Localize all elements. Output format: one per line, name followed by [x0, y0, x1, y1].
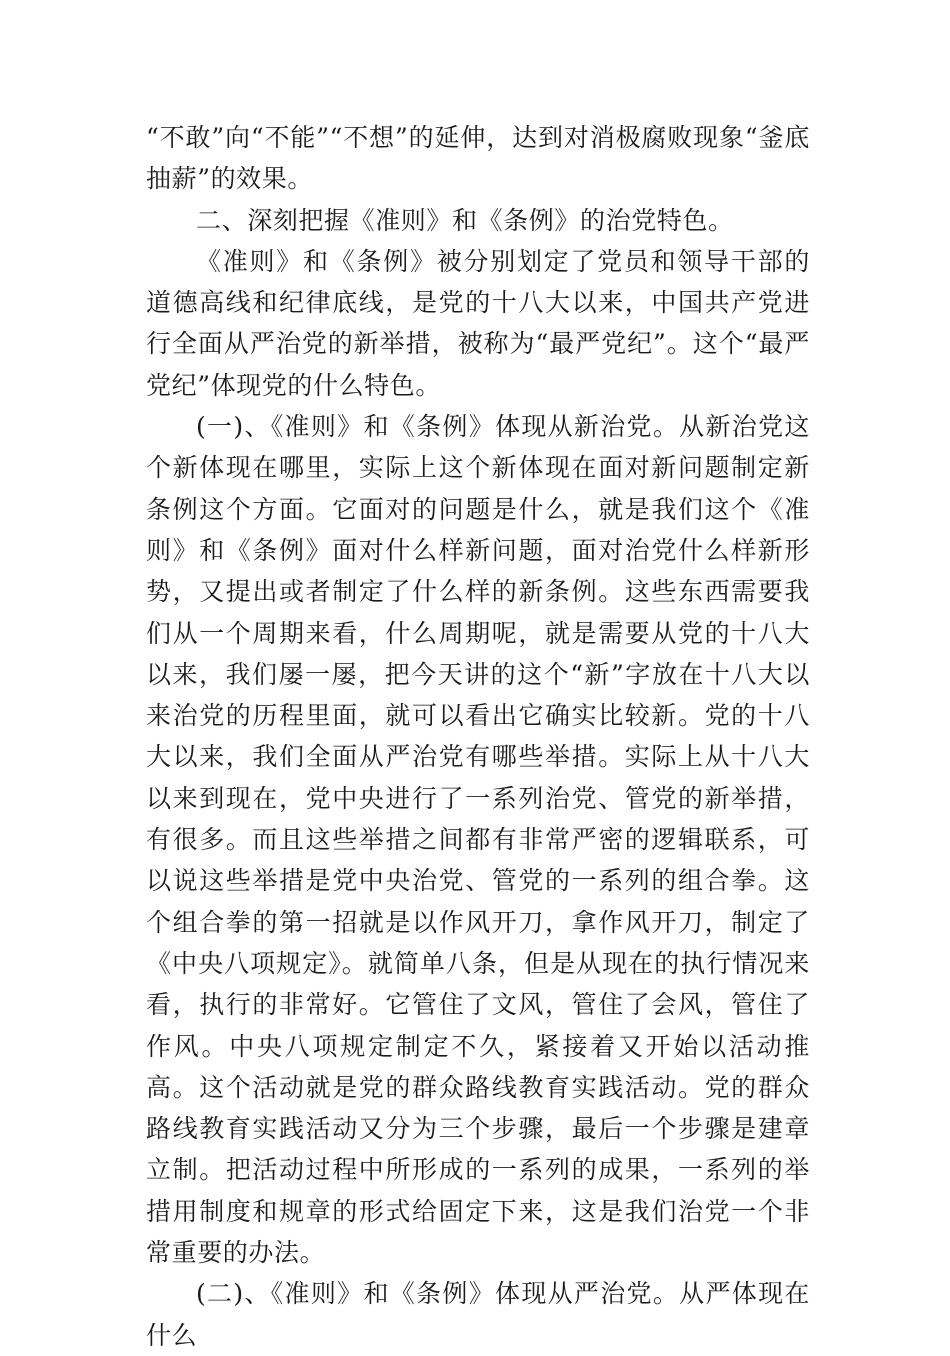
document-body: [146, 117, 810, 1356]
paragraph-subsection-one: (一)、《准则》和《条例》体现从新治党。从新治党这个新体现在哪里，实际上这个新体现在面对新问题制定新条例这个方面。它面对的问题是什么，就是我们这个《准则》和《条例》面对什么样新问题，面对治党什么样新形势，又提出或者制定了什么样的新条例。这些东西需要我们从一个周期来看，什么周期呢，就是需要从党的十八大以来，我们屡一屡，把今天讲的这个“新”字放在十八大以来治党的历程里面，就可以看出它确实比较新。党的十八大以来，我们全面从严治党有哪些举措。实际上从十八大以来到现在，党中央进行了一系列治党、管党的新举措，有很多。而且这些举措之间都有非常严密的逻辑联系，可以说这些举措是党中央治党、管党的一系列的组合拳。这个组合拳的第一招就是以作风开刀，拿作风开刀，制定了《中央八项规定》。就简单八条，但是从现在的执行情况来看，执行的非常好。它管住了文风，管住了会风，管住了作风。中央八项规定制定不久，紧接着又开始以活动推高。这个活动就是党的群众路线教育实践活动。党的群众路线教育实践活动又分为三个步骤，最后一个步骤是建章立制。把活动过程中所形成的一系列的成果，一系列的举措用制度和规章的形式给固定下来，这是我们治党一个非常重要的办法。: [146, 412, 810, 1268]
paragraph-continuation: “不敢”向“不能”“不想”的延伸，达到对消极腐败现象“釜底抽薪”的效果。: [146, 123, 810, 194]
paragraph-intro: 《准则》和《条例》被分别划定了党员和领导干部的道德高线和纪律底线，是党的十八大以来，中国共产党进行全面从严治党的新举措，被称为“最严党纪”。这个“最严党纪”体现党的什么特色。: [146, 246, 810, 400]
section-heading: 二、深刻把握《准则》和《条例》的治党特色。: [196, 205, 734, 235]
paragraph-subsection-two: (二)、《准则》和《条例》体现从严治党。从严体现在什么: [146, 1279, 810, 1350]
